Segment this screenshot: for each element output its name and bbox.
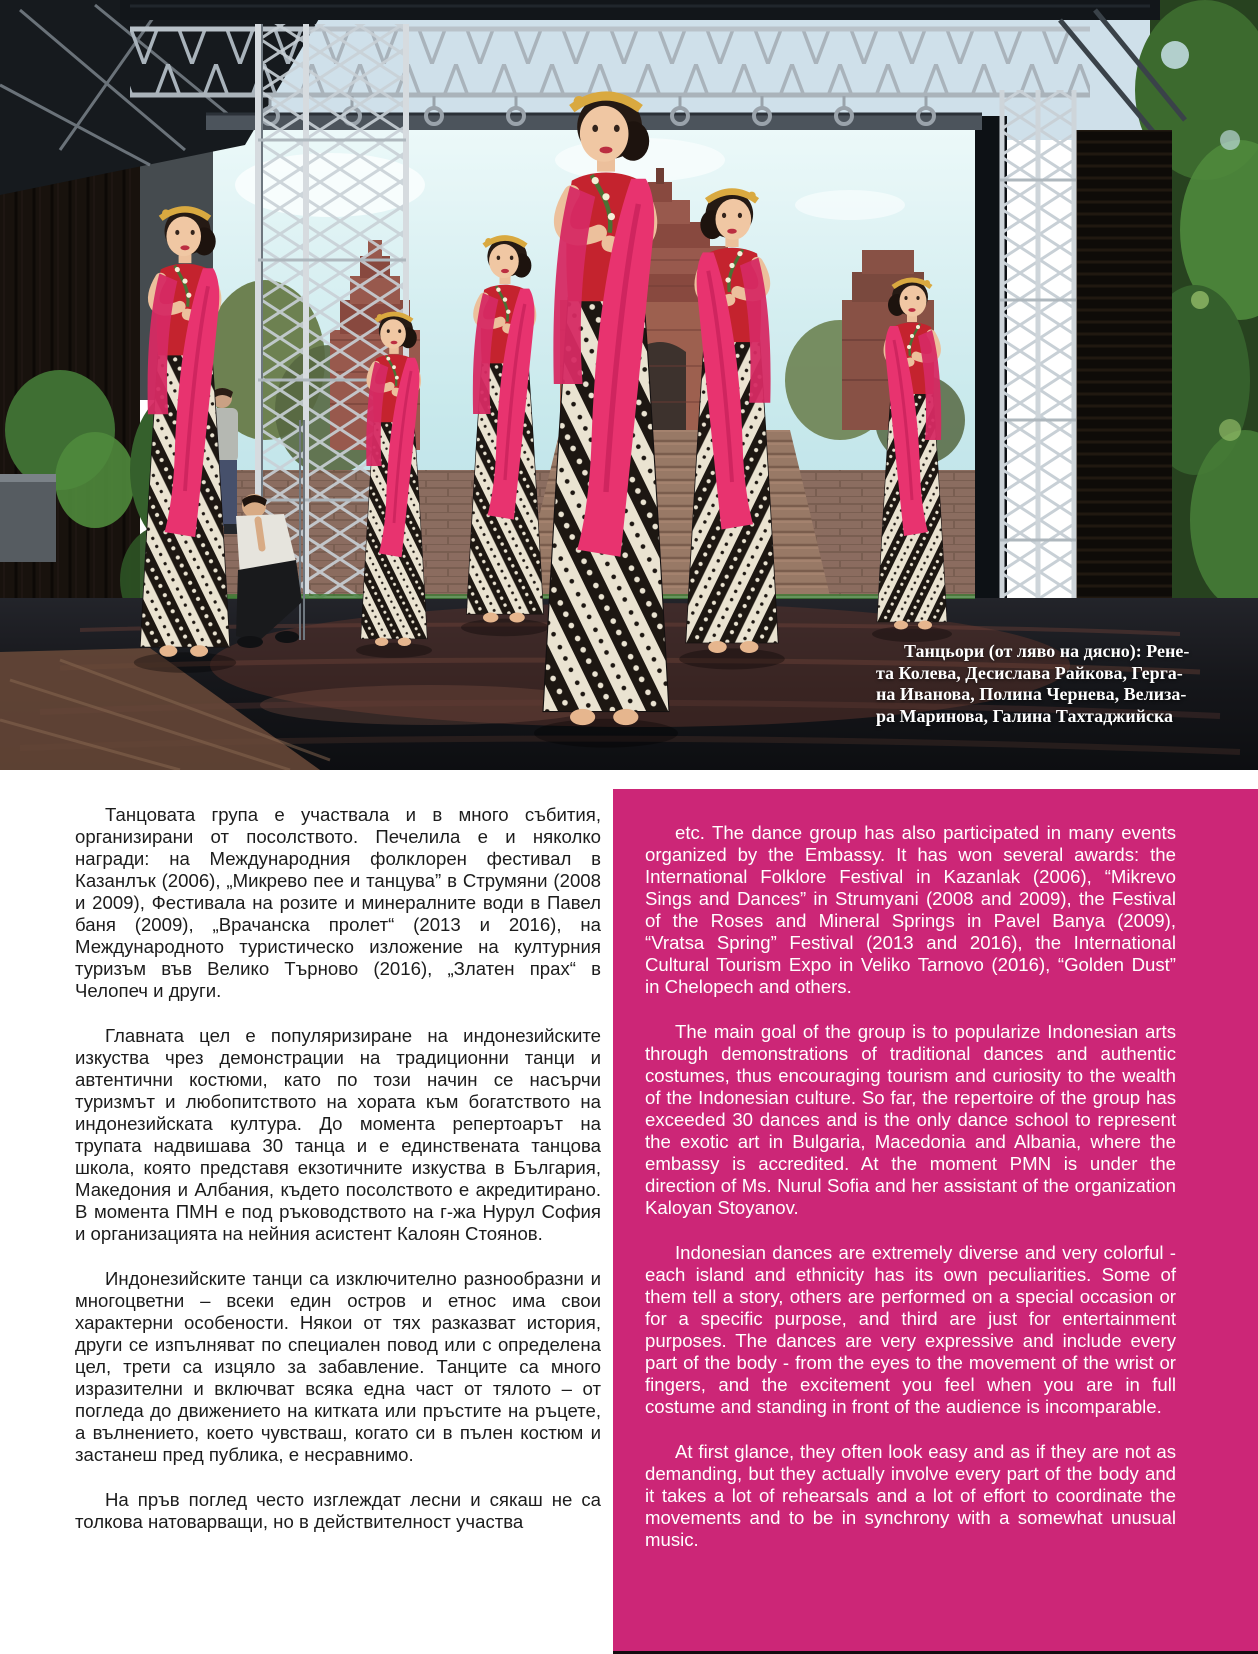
paragraph-en: etc. The dance group has also participated in many events organized by the Embassy. It has won several awards: the International Folklore Festival in Kazanlak (2006), “Mikrevo Sings and Dances” in Strumyani (2008 and 2009), the Festival of the Roses and Mineral Springs in Pavel Banya (2009), “Vratsa Spring” Festival (2013 and 2016), the International Cultural Tourism Expo in Veliko Tarnovo (2016), “Golden Dust” in Chelopech and others. (645, 822, 1176, 997)
stage-photo (0, 0, 1258, 770)
bulgarian-text-column (75, 804, 601, 1533)
paragraph-bg: Индонезийските танци са изключително разнообразни и многоцветни – всеки един остров и етнос има свои характерни особености. Някои от тях разказват история, други се изпълняват по специален повод или с определена цел, трети са изцяло за забавление. Танците са много изразителни и включват всяка една част от тялото – от погледа до движението на китката или пръстите на ръцете, а вълнението, което чувстваш, когато си в пълен костюм и застанеш пред публика, е несравнимо. (75, 1268, 601, 1465)
paragraph-bg: На пръв поглед често изглеждат лесни и сякаш не са толкова натоварващи, но в действителност участва (75, 1489, 601, 1532)
paragraph-bg: Главната цел е популяризиране на индонезийските изкуства чрез демонстрации на традиционни танци и автентични костюми, като по този начин се насърчи туризмът и любопитството на хората към богатството на индонезийската култура. До момента репертоарът на трупата надвишава 30 танца и е единствената танцова школа, която представя екзотичните изкуства в България, Македония и Албания, където посолството е акредитирано. В момента ПМН е под ръководството на г-жа Нурул София и организацията на нейния асистент Калоян Стоянов. (75, 1025, 601, 1244)
paragraph-en: Indonesian dances are extremely diverse and very colorful - each island and ethnicity has its own peculiarities. Some of them tell a story, others are performed on a special occasion or for a specific purpose, and third are just for entertainment purposes. The dances are very expressive and include every part of the body - from the eyes to the movement of the wrist or fingers, and the excitement you feel when you are in full costume and standing in front of the audience is incomparable. (645, 1242, 1176, 1417)
paragraph-en: The main goal of the group is to popularize Indonesian arts through demonstrations of traditional dances and authentic costumes, thus encouraging tourism and curiosity to the wealth of the Indonesian culture. So far, the repertoire of the group has exceeded 30 dances and is the only dance school to represent the exotic art in Bulgaria, Macedonia and Albania, where the embassy is accredited. At the moment PMN is under the direction of Ms. Nurul Sofia and her assistant of the organization Kaloyan Stoyanov. (645, 1021, 1176, 1218)
photo-caption-line: та Колева, Десислава Райкова, Герга- (876, 662, 1183, 683)
english-text-column (645, 822, 1176, 1551)
photo-caption-line: Танцьори (от ляво на дясно): Рене- (904, 641, 1190, 661)
english-text-panel (613, 789, 1258, 1651)
photo-caption (876, 641, 1189, 727)
paragraph-bg: Танцовата група е участвала и в много събития, организирани от посолството. Печелила е и няколко награди: на Международния фолклорен фестивал в Казанлък (2006), „Микрево пее и танцува” в Струмяни (2008 и 2009), Фестивала на розите и минералните води в Павел баня (2009), „Врачанска пролет“ (2013 и 2016), на Международното туристическо изложение на културния туризъм във Велико Търново (2016), „Златен прах“ в Челопеч и други. (75, 804, 601, 1001)
photo-caption-line: ра Маринова, Галина Тахтаджийска (876, 705, 1174, 726)
photo-caption-line: на Иванова, Полина Чернева, Велиза- (876, 684, 1187, 704)
paragraph-en: At first glance, they often look easy and as if they are not as demanding, but they actually involve every part of the body and it takes a lot of rehearsals and a lot of effort to coordinate the movements and to be in synchrony with a somewhat unusual music. (645, 1441, 1176, 1550)
